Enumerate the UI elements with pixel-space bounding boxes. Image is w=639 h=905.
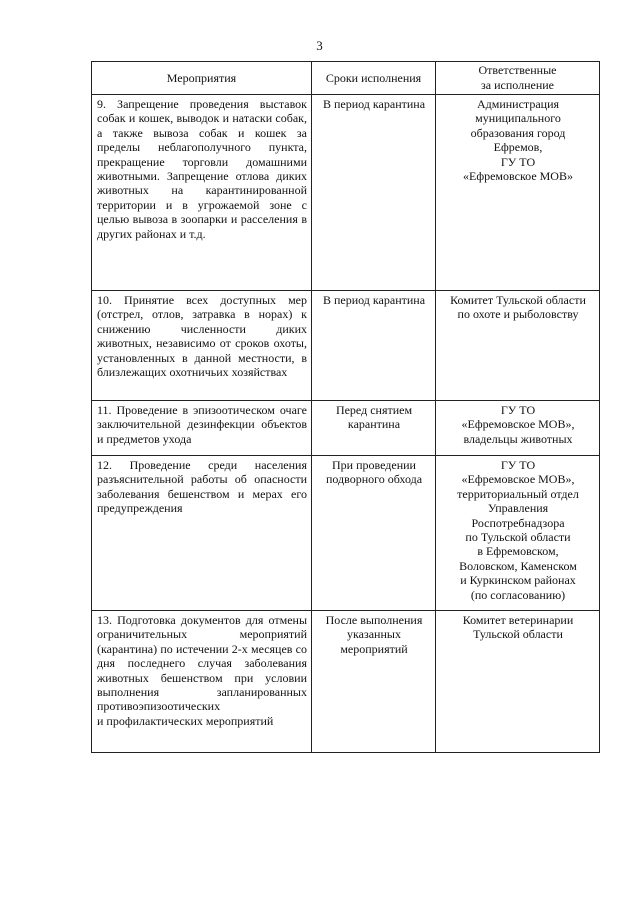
page-number: 3 (316, 38, 323, 53)
responsible-cell: Комитет Тульской области по охоте и рыболовству (436, 291, 600, 401)
deadline-cell: Перед снятием карантина (312, 401, 436, 456)
table-row (92, 291, 600, 401)
table-header-row (92, 62, 600, 95)
deadline-cell: После выполнения указанных мероприятий (312, 611, 436, 753)
measure-cell: 13. Подготовка документов для отмены ограничительных мероприятий (карантина) по истечении 2-х месяцев со дня последнего случая заболевания животных бешенством при условии выполнения запланированных противоэпизоотических и профилактических мероприятий (92, 611, 312, 753)
table-row (92, 611, 600, 753)
header-deadlines: Сроки исполнения (312, 62, 436, 95)
responsible-cell: ГУ ТО «Ефремовское МОВ», территориальный отдел Управления Роспотребнадзора по Тульской области в Ефремовском, Воловском, Каменском и Куркинском районах (по согласованию) (436, 456, 600, 611)
measure-cell: 11. Проведение в эпизоотическом очаге заключительной дезинфекции объектов и предметов ухода (92, 401, 312, 456)
measures-table (91, 61, 600, 753)
deadline-cell: В период карантина (312, 291, 436, 401)
measure-cell: 9. Запрещение проведения выставок собак и кошек, выводок и натаски собак, а также вывоза собак и кошек за пределы неблагополучного пункта, прекращение торговли домашними животными. Запрещение отлова диких животных на карантинированной территории и в угрожаемой зоне с целью вывоза в зоопарки и расселения в других районах и т.д. (92, 95, 312, 291)
responsible-cell: Администрация муниципального образования город Ефремов, ГУ ТО «Ефремовское МОВ» (436, 95, 600, 291)
header-measures: Мероприятия (92, 62, 312, 95)
table-row (92, 456, 600, 611)
closing-rule (211, 752, 483, 753)
responsible-cell: ГУ ТО «Ефремовское МОВ», владельцы животных (436, 401, 600, 456)
table-row (92, 401, 600, 456)
deadline-cell: В период карантина (312, 95, 436, 291)
measure-cell: 12. Проведение среди населения разъяснительной работы об опасности заболевания бешенством и мерах его предупреждения (92, 456, 312, 611)
measure-cell: 10. Принятие всех доступных мер (отстрел, отлов, затравка в норах) к снижению численности диких животных, независимо от сроков охоты, установленных в данной местности, в близлежащих охотничьих хозяйствах (92, 291, 312, 401)
table-row (92, 95, 600, 291)
responsible-cell: Комитет ветеринарии Тульской области (436, 611, 600, 753)
header-responsible: Ответственные за исполнение (436, 62, 600, 95)
deadline-cell: При проведении подворного обхода (312, 456, 436, 611)
